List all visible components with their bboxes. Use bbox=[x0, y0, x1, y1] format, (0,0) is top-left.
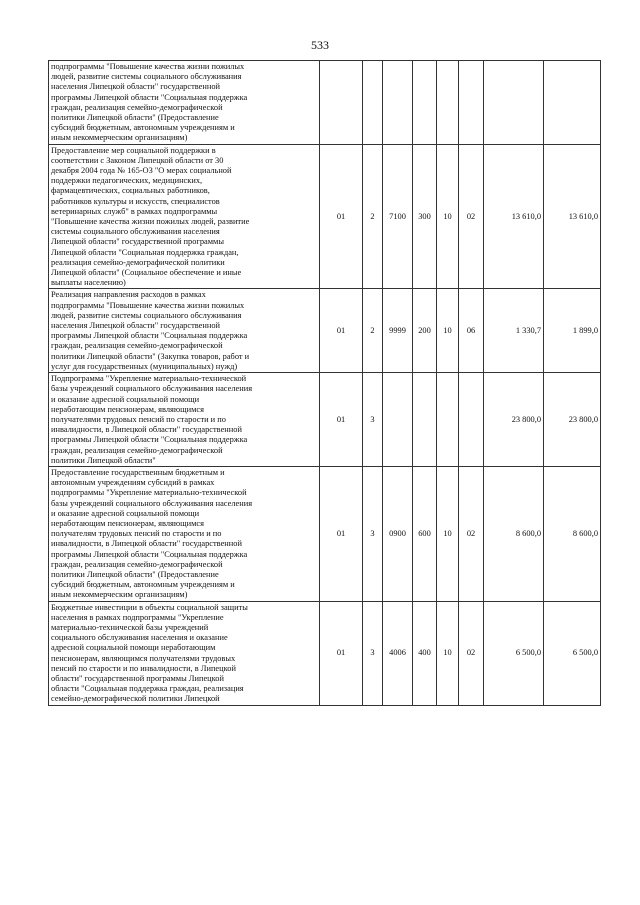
description-line: работников культуры и искусств, специалистов bbox=[51, 196, 220, 206]
description-line: соответствии с Законом Липецкой области от 30 bbox=[51, 155, 224, 165]
amount-2-cell: 13 610,0 bbox=[544, 144, 601, 289]
description-line: реализация семейно-демографической политики bbox=[51, 257, 225, 267]
amount-2-cell: 8 600,0 bbox=[544, 466, 601, 601]
description-line: базы учреждений социального обслуживания населения bbox=[51, 498, 253, 508]
description-line: населения Липецкой области" государственной bbox=[51, 321, 220, 331]
description-line: социального обслуживания населения и оказание bbox=[51, 633, 228, 643]
row-description bbox=[49, 601, 320, 705]
code-4-cell bbox=[413, 373, 437, 467]
code-6-cell: 06 bbox=[459, 289, 484, 373]
description-line: программы Липецкой области "Социальная поддержка bbox=[51, 331, 248, 341]
budget-table bbox=[48, 60, 601, 706]
description-line: подпрограммы "Укрепление материально-технической bbox=[51, 488, 247, 498]
description-line: материально-технической базы учреждений bbox=[51, 622, 209, 632]
code-4-cell: 400 bbox=[413, 601, 437, 705]
code-4-cell: 600 bbox=[413, 466, 437, 601]
table-row bbox=[49, 144, 601, 289]
description-line: выплаты населению) bbox=[51, 278, 126, 288]
description-line: программы Липецкой области "Социальная поддержка bbox=[51, 92, 248, 102]
code-2-cell: 2 bbox=[363, 144, 383, 289]
description-line: Липецкой области "Социальная поддержка граждан, bbox=[51, 247, 239, 257]
page-number: 533 bbox=[311, 38, 329, 52]
table-row bbox=[49, 61, 601, 145]
description-line: субсидий бюджетным, автономным учреждениям и bbox=[51, 580, 235, 590]
code-1-cell: 01 bbox=[320, 144, 363, 289]
description-line: декабря 2004 года № 165-ОЗ "О мерах социальной bbox=[51, 166, 232, 176]
code-1-cell: 01 bbox=[320, 601, 363, 705]
description-line: автономным учреждениям субсидий в рамках bbox=[51, 478, 215, 488]
code-6-cell: 02 bbox=[459, 466, 484, 601]
description-line: получателям трудовых пенсий по старости и по bbox=[51, 529, 222, 539]
description-line: граждан, реализация семейно-демографической bbox=[51, 341, 223, 351]
code-5-cell: 10 bbox=[437, 601, 459, 705]
description-line: программы Липецкой области "Социальная поддержка bbox=[51, 549, 248, 559]
description-line: политики Липецкой области" (Предоставление bbox=[51, 569, 219, 579]
code-5-cell: 10 bbox=[437, 289, 459, 373]
description-line: иным некоммерческим организациям) bbox=[51, 590, 188, 600]
description-line: инвалидности, в Липецкой области" государственной bbox=[51, 425, 242, 435]
description-line: области" государственной программы Липецкой bbox=[51, 673, 224, 683]
code-3-cell: 7100 bbox=[383, 144, 413, 289]
description-line: людей, развитие системы социального обслуживания bbox=[51, 310, 242, 320]
code-2-cell: 3 bbox=[363, 466, 383, 601]
code-4-cell: 200 bbox=[413, 289, 437, 373]
description-line: населения Липецкой области" государственной bbox=[51, 82, 220, 92]
description-line: пенсий по старости и по инвалидности, в Липецкой bbox=[51, 663, 236, 673]
description-line: граждан, реализация семейно-демографической bbox=[51, 445, 223, 455]
row-description bbox=[49, 373, 320, 467]
description-line: неработающим пенсионерам, являющимся bbox=[51, 518, 204, 528]
row-description bbox=[49, 289, 320, 373]
description-line: поддержки педагогических, медицинских, bbox=[51, 176, 203, 186]
amount-1-cell bbox=[484, 61, 544, 145]
code-1-cell: 01 bbox=[320, 466, 363, 601]
amount-1-cell: 23 800,0 bbox=[484, 373, 544, 467]
description-line: граждан, реализация семейно-демографической bbox=[51, 102, 223, 112]
code-3-cell: 9999 bbox=[383, 289, 413, 373]
code-3-cell bbox=[383, 61, 413, 145]
code-5-cell: 10 bbox=[437, 144, 459, 289]
description-line: семейно-демографической политики Липецкой bbox=[51, 694, 220, 704]
description-line: получателями трудовых пенсий по старости и по bbox=[51, 414, 226, 424]
code-5-cell bbox=[437, 373, 459, 467]
row-description bbox=[49, 61, 320, 145]
code-2-cell: 3 bbox=[363, 373, 383, 467]
description-line: Предоставление мер социальной поддержки в bbox=[51, 145, 216, 155]
description-line: политики Липецкой области" (Закупка товаров, работ и bbox=[51, 351, 250, 361]
description-line: области "Социальная поддержка граждан, реализация bbox=[51, 684, 244, 694]
description-line: "Повышение качества жизни пожилых людей, развитие bbox=[51, 217, 250, 227]
amount-1-cell: 6 500,0 bbox=[484, 601, 544, 705]
description-line: Липецкой области" государственной программы bbox=[51, 237, 224, 247]
description-line: системы социального обслуживания населения bbox=[51, 227, 220, 237]
description-line: неработающим пенсионерам, являющимся bbox=[51, 404, 204, 414]
description-line: и оказание адресной социальной помощи bbox=[51, 508, 200, 518]
description-line: Подпрограмма "Укрепление материально-технической bbox=[51, 374, 247, 384]
description-line: подпрограммы "Повышение качества жизни пожилых bbox=[51, 300, 245, 310]
description-line: Предоставление государственным бюджетным и bbox=[51, 467, 225, 477]
table-row bbox=[49, 289, 601, 373]
amount-2-cell: 1 899,0 bbox=[544, 289, 601, 373]
amount-1-cell: 8 600,0 bbox=[484, 466, 544, 601]
code-2-cell bbox=[363, 61, 383, 145]
description-line: людей, развитие системы социального обслуживания bbox=[51, 72, 242, 82]
table-row bbox=[49, 373, 601, 467]
description-line: программы Липецкой области "Социальная поддержка bbox=[51, 435, 248, 445]
description-line: Липецкой области" (Социальное обеспечение и иные bbox=[51, 268, 242, 278]
amount-1-cell: 1 330,7 bbox=[484, 289, 544, 373]
description-line: субсидий бюджетным, автономным учреждениям и bbox=[51, 123, 235, 133]
description-line: и оказание адресной социальной помощи bbox=[51, 394, 200, 404]
table-row bbox=[49, 601, 601, 705]
description-line: граждан, реализация семейно-демографической bbox=[51, 559, 223, 569]
description-line: иным некоммерческим организациям) bbox=[51, 133, 188, 143]
code-3-cell: 0900 bbox=[383, 466, 413, 601]
code-2-cell: 3 bbox=[363, 601, 383, 705]
description-line: ветеринарных служб" в рамках подпрограммы bbox=[51, 206, 218, 216]
row-description bbox=[49, 144, 320, 289]
description-line: политики Липецкой области" bbox=[51, 455, 156, 465]
code-3-cell: 4006 bbox=[383, 601, 413, 705]
row-description bbox=[49, 466, 320, 601]
code-2-cell: 2 bbox=[363, 289, 383, 373]
code-6-cell: 02 bbox=[459, 144, 484, 289]
code-6-cell bbox=[459, 373, 484, 467]
code-1-cell bbox=[320, 61, 363, 145]
description-line: базы учреждений социального обслуживания населения bbox=[51, 384, 253, 394]
code-4-cell bbox=[413, 61, 437, 145]
description-line: адресной социальной помощи неработающим bbox=[51, 643, 216, 653]
table-row bbox=[49, 466, 601, 601]
amount-2-cell bbox=[544, 61, 601, 145]
amount-2-cell: 23 800,0 bbox=[544, 373, 601, 467]
code-4-cell: 300 bbox=[413, 144, 437, 289]
description-line: Бюджетные инвестиции в объекты социальной защиты bbox=[51, 602, 248, 612]
code-5-cell: 10 bbox=[437, 466, 459, 601]
code-3-cell bbox=[383, 373, 413, 467]
description-line: пенсионерам, являющимся получателями трудовых bbox=[51, 653, 236, 663]
code-5-cell bbox=[437, 61, 459, 145]
code-6-cell: 02 bbox=[459, 601, 484, 705]
amount-2-cell: 6 500,0 bbox=[544, 601, 601, 705]
description-line: политики Липецкой области" (Предоставление bbox=[51, 113, 219, 123]
description-line: населения в рамках подпрограммы "Укрепление bbox=[51, 612, 224, 622]
description-line: инвалидности, в Липецкой области" государственной bbox=[51, 539, 242, 549]
code-1-cell: 01 bbox=[320, 373, 363, 467]
amount-1-cell: 13 610,0 bbox=[484, 144, 544, 289]
description-line: услуг для государственных (муниципальных) нужд) bbox=[51, 361, 238, 371]
code-6-cell bbox=[459, 61, 484, 145]
description-line: подпрограммы "Повышение качества жизни пожилых bbox=[51, 62, 245, 71]
description-line: Реализация направления расходов в рамках bbox=[51, 290, 206, 300]
code-1-cell: 01 bbox=[320, 289, 363, 373]
description-line: фармацевтических, социальных работников, bbox=[51, 186, 210, 196]
